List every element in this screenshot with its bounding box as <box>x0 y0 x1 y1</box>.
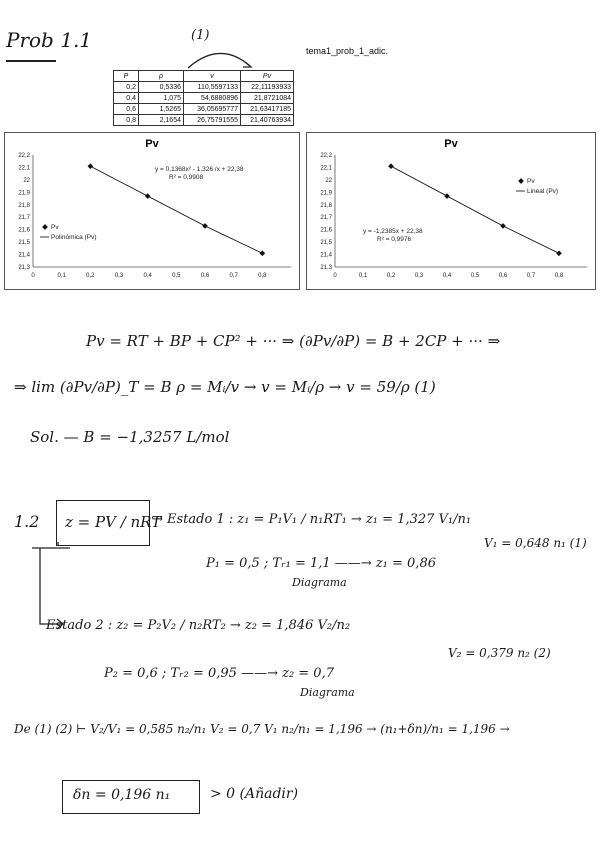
y-tick-label: 21,4 <box>320 252 332 259</box>
x-tick-label: 0,6 <box>200 273 210 279</box>
y-tick-label: 22,2 <box>18 153 30 159</box>
x-tick-label: 0,3 <box>114 273 124 279</box>
r-squared: R² = 0,9908 <box>169 174 204 181</box>
z-formula-box <box>56 500 162 546</box>
x-tick-label: 0,6 <box>498 273 508 279</box>
state2-line-a: Estado 2 : z₂ = P₂V₂ / n₂RT₂ → z₂ = 1,846 V₂/n₂ <box>46 618 351 633</box>
y-tick-label: 21,6 <box>320 227 332 234</box>
x-tick-label: 0,7 <box>229 273 238 279</box>
y-tick-label: 21,7 <box>18 215 30 222</box>
y-tick-label: 22,1 <box>320 165 332 172</box>
y-tick-label: 21,8 <box>18 202 30 209</box>
table-cell: 0,8 <box>114 115 139 126</box>
r-squared: R² = 0,9976 <box>377 236 412 243</box>
table-row <box>114 82 294 93</box>
problem-title: Prob 1.1 <box>6 28 93 52</box>
legend-marker <box>42 224 48 230</box>
data-table <box>113 70 294 126</box>
table-cell: 0,2 <box>114 82 139 93</box>
state1-line-b: P₁ = 0,5 ; Tᵣ₁ = 1,1 ——→ z₁ = 0,86 <box>206 556 436 571</box>
y-tick-label: 21,5 <box>320 240 332 247</box>
data-point <box>202 223 208 229</box>
data-point <box>500 223 506 229</box>
chart-title: Pv <box>145 138 159 150</box>
data-point <box>388 163 394 169</box>
data-point <box>145 193 151 199</box>
note-line-1: Pv = RT + BP + CP² + ··· ⇒ (∂Pv/∂P) = B + 2CP + ··· ⇒ <box>86 332 501 350</box>
state1-line-a: → Estado 1 : z₁ = P₁V₁ / n₁RT₁ → z₁ = 1,327 V₁/n₁ <box>152 512 472 527</box>
x-tick-label: 0,5 <box>470 273 480 279</box>
table-cell: 54,6880896 <box>184 93 241 104</box>
table-cell: 21,40763934 <box>241 115 294 126</box>
bracket-arrow-icon <box>30 540 70 630</box>
table-cell: 0,6 <box>114 104 139 115</box>
table-header-1: ρ <box>139 71 184 82</box>
x-tick-label: 0,4 <box>143 273 152 279</box>
chart-polynomial <box>4 132 300 290</box>
table-header-2: v <box>184 71 241 82</box>
table-cell: 21,63417185 <box>241 104 294 115</box>
y-tick-label: 21,9 <box>320 190 332 197</box>
legend-series: Pv <box>51 224 59 231</box>
note-line-2: ⇒ lim (∂Pv/∂P)_T = B ρ = Mᵢ/v → v = Mᵢ/ρ → v = 59/ρ (1) <box>14 378 436 396</box>
table-cell: 26,75791555 <box>184 115 241 126</box>
table-cell: 2,1654 <box>139 115 184 126</box>
x-tick-label: 0 <box>333 273 337 279</box>
trend-equation: y = 0,1368x² - 1,326 /x + 22,38 <box>155 166 244 173</box>
data-point <box>444 193 450 199</box>
table-cell: 110,5597133 <box>184 82 241 93</box>
x-tick-label: 0,1 <box>57 273 66 279</box>
y-tick-label: 21,3 <box>320 265 332 271</box>
y-tick-label: 21,9 <box>18 190 30 197</box>
table-cell: 1,075 <box>139 93 184 104</box>
y-tick-label: 21,4 <box>18 252 30 259</box>
trend-equation: y = -1,2385x + 22,38 <box>363 228 423 235</box>
y-tick-label: 21,3 <box>18 265 30 271</box>
y-tick-label: 21,8 <box>320 202 332 209</box>
x-tick-label: 0,7 <box>526 273 536 279</box>
result-value: δn = 0,196 n₁ <box>73 787 171 803</box>
x-tick-label: 0,3 <box>414 273 424 279</box>
section-label: 1.2 <box>14 512 40 531</box>
state1-result: V₁ = 0,648 n₁ (1) <box>484 536 587 550</box>
result-box <box>62 780 200 814</box>
table-header-0: P <box>114 71 139 82</box>
table-cell: 0,5336 <box>139 82 184 93</box>
table-row <box>114 104 294 115</box>
table-cell: 1,5265 <box>139 104 184 115</box>
x-tick-label: 0,5 <box>172 273 181 279</box>
y-tick-label: 21,7 <box>320 215 332 222</box>
chart-linear <box>306 132 596 290</box>
state1-diagram-label: Diagrama <box>292 576 347 589</box>
table-cell: 21,8721084 <box>241 93 294 104</box>
x-tick-label: 0,4 <box>442 273 452 279</box>
y-tick-label: 22,2 <box>320 153 332 159</box>
legend-series: Pv <box>527 178 535 185</box>
table-cell: 22,11193933 <box>241 82 294 93</box>
data-point <box>556 250 562 256</box>
state2-line-b: P₂ = 0,6 ; Tᵣ₂ = 0,95 ——→ z₂ = 0,7 <box>104 666 334 681</box>
curved-arrow-icon <box>180 40 260 70</box>
x-tick-label: 0,8 <box>554 273 564 279</box>
x-tick-label: 0,8 <box>258 273 267 279</box>
legend-trend: Polinómica (Pv) <box>51 234 97 241</box>
legend-trend: Lineal (Pv) <box>527 188 559 195</box>
z-formula: z = PV / nRT <box>65 513 162 531</box>
table-cell: 36,05695777 <box>184 104 241 115</box>
combine-line: De (1) (2) ⊢ V₂/V₁ = 0,585 n₂/n₁ V₂ = 0,7 V₁ n₂/n₁ = 1,196 → (n₁+δn)/n₁ = 1,196 → <box>14 722 510 736</box>
y-tick-label: 21,5 <box>18 240 30 247</box>
y-tick-label: 22,1 <box>18 165 30 172</box>
x-tick-label: 0,2 <box>86 273 95 279</box>
state2-diagram-label: Diagrama <box>300 686 355 699</box>
x-tick-label: 0 <box>31 273 35 279</box>
state2-result: V₂ = 0,379 n₂ (2) <box>448 646 551 660</box>
table-cell: 0,4 <box>114 93 139 104</box>
data-point <box>88 163 94 169</box>
result-conclusion: > 0 (Añadir) <box>210 786 299 802</box>
chart-title: Pv <box>444 138 458 150</box>
table-row <box>114 115 294 126</box>
x-tick-label: 0,2 <box>386 273 396 279</box>
data-point <box>260 250 266 256</box>
table-row <box>114 93 294 104</box>
table-header-3: Pv <box>241 71 294 82</box>
y-tick-label: 21,6 <box>18 227 30 234</box>
y-tick-label: 22 <box>325 177 332 184</box>
file-name: tema1_prob_1_adic. <box>306 46 389 56</box>
arrow-annotation: (1) <box>191 28 210 43</box>
x-tick-label: 0,1 <box>358 273 368 279</box>
note-solution: Sol. — B = −1,3257 L/mol <box>30 428 230 446</box>
y-tick-label: 22 <box>23 177 30 184</box>
legend-marker <box>518 178 524 184</box>
title-underline <box>6 60 56 62</box>
